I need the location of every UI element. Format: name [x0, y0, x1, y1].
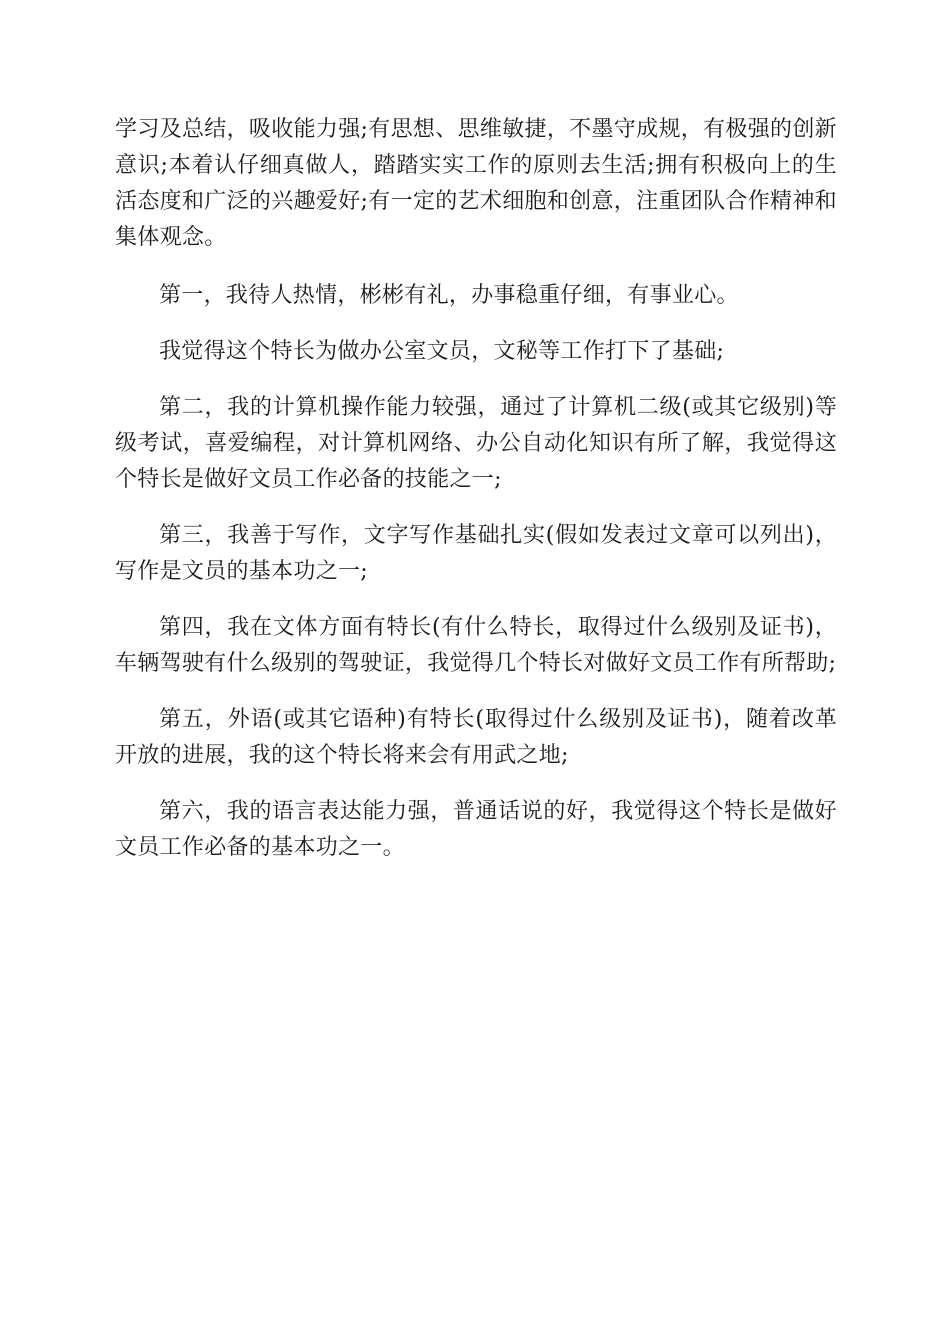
point-one-paragraph: 第一，我待人热情，彬彬有礼，办事稳重仔细，有事业心。: [159, 283, 739, 308]
point-two-paragraph: 第二，我的计算机操作能力较强，通过了计算机二级(或其它级别)等级考试，喜爱编程，对计算机网络、办公自动化知识有所了解，我觉得这个特长是做好文员工作必备的技能之一;: [115, 395, 837, 492]
point-six-paragraph: 第六，我的语言表达能力强，普通话说的好，我觉得这个特长是做好文员工作必备的基本功之一。: [115, 799, 837, 860]
point-five-paragraph: 第五，外语(或其它语种)有特长(取得过什么级别及证书)，随着改革开放的进展，我的这个特长将来会有用武之地;: [115, 707, 837, 768]
document-page: [115, 112, 837, 886]
intro-paragraph: 学习及总结，吸收能力强;有思想、思维敏捷，不墨守成规，有极强的创新意识;本着认仔细真做人，踏踏实实工作的原则去生活;拥有积极向上的生活态度和广泛的兴趣爱好;有一定的艺术细胞和创意，注重团队合作精神和集体观念。: [115, 117, 837, 250]
point-one-followup-paragraph: 我觉得这个特长为做办公室文员，文秘等工作打下了基础;: [159, 339, 725, 364]
point-four-paragraph: 第四，我在文体方面有特长(有什么特长，取得过什么级别及证书)，车辆驾驶有什么级别的驾驶证，我觉得几个特长对做好文员工作有所帮助;: [115, 615, 837, 676]
point-three-paragraph: 第三，我善于写作，文字写作基础扎实(假如发表过文章可以列出)，写作是文员的基本功之一;: [115, 523, 837, 584]
